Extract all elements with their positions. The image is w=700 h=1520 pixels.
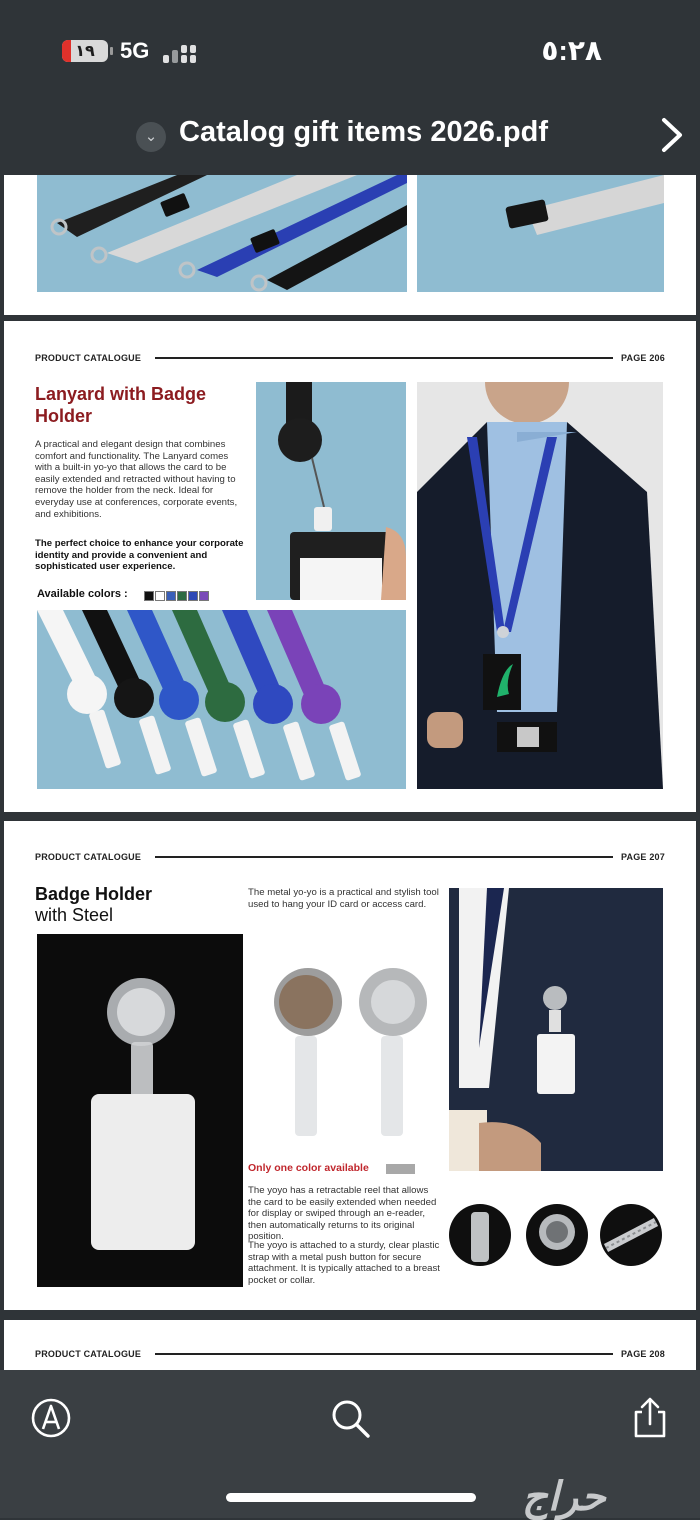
product-detail-1: The yoyo has a retractable reel that allows the card to be easily extended when needed for display or swiped through an e-reader, then automatically returns to its original position. (248, 1185, 437, 1243)
document-title[interactable]: Catalog gift items 2026.pdf (179, 116, 549, 148)
chevron-right-icon[interactable] (660, 116, 684, 161)
color-note: Only one color available (248, 1162, 369, 1174)
pdf-page-205 (4, 175, 696, 315)
lanyard-color-variants-photo (37, 610, 406, 789)
clock: ٥:٢٨ (541, 35, 602, 66)
color-swatch-purple (199, 591, 209, 601)
chevron-down-icon[interactable]: ⌄ (136, 122, 166, 152)
color-swatch-white (155, 591, 165, 601)
yoyo-front-back-photo (250, 950, 442, 1150)
header-rule (155, 357, 613, 359)
page-header: PRODUCT CATALOGUE (35, 852, 142, 862)
search-icon[interactable] (328, 1396, 372, 1440)
section-title-line2: with Steel (35, 905, 114, 925)
detail-thumbnail-cable (600, 1204, 662, 1266)
man-wearing-lanyard-photo (417, 382, 663, 789)
yoyo-badge-holder-photo (256, 382, 406, 600)
cellular-signal-icon (163, 41, 201, 65)
lanyards-with-buckles-photo (37, 175, 407, 292)
product-detail-2: The yoyo is attached to a sturdy, clear plastic strap with a metal push button for secure attachment. It is typically attached to a breast pocket or collar. (248, 1240, 440, 1286)
steel-badge-holder-photo (37, 934, 243, 1287)
man-with-badge-photo (449, 888, 663, 1171)
status-bar (0, 0, 700, 100)
colors-label: Available colors : (37, 588, 128, 600)
watermark-logo: حراج (522, 1475, 606, 1519)
color-swatch-black (144, 591, 154, 601)
battery-level: ١٩ (75, 43, 95, 60)
product-description: A practical and elegant design that combines comfort and functionality. The Lanyard comes with a built-in yo-yo that allows the card to be easily extended and retracted without having to remove the holder from the neck. Ideal for everyday use at conferences, corporate events, and exhibitions. (35, 439, 238, 520)
markup-pen-icon[interactable] (29, 1396, 73, 1440)
product-intro: The metal yo-yo is a practical and stylish tool used to hang your ID card or access card. (248, 887, 439, 910)
pdf-page-208 (4, 1320, 696, 1370)
detail-thumbnail-clip (449, 1204, 511, 1266)
share-icon[interactable] (628, 1396, 672, 1440)
color-swatch-blue (166, 591, 176, 601)
section-title-line1: Badge Holder (35, 884, 153, 904)
detail-thumbnail-reel (526, 1204, 588, 1266)
color-swatch-green (177, 591, 187, 601)
battery-icon (62, 40, 108, 62)
header-rule (155, 1353, 613, 1355)
page-header: PRODUCT CATALOGUE (35, 1349, 142, 1359)
section-title: Lanyard with Badge Holder (35, 384, 207, 426)
color-swatch-royal-blue (188, 591, 198, 601)
buckle-closeup-photo (417, 175, 664, 292)
color-swatch-silver (386, 1164, 415, 1174)
page-header: PRODUCT CATALOGUE (35, 353, 142, 363)
home-indicator[interactable] (226, 1493, 476, 1502)
network-type: 5G (120, 38, 150, 63)
product-emphasis: The perfect choice to enhance your corporate identity and provide a convenient and sophisticated user experience. (35, 538, 244, 573)
page-number: PAGE 208 (621, 1349, 665, 1359)
header-rule (155, 856, 613, 858)
page-number: PAGE 206 (621, 353, 665, 363)
page-number: PAGE 207 (621, 852, 665, 862)
